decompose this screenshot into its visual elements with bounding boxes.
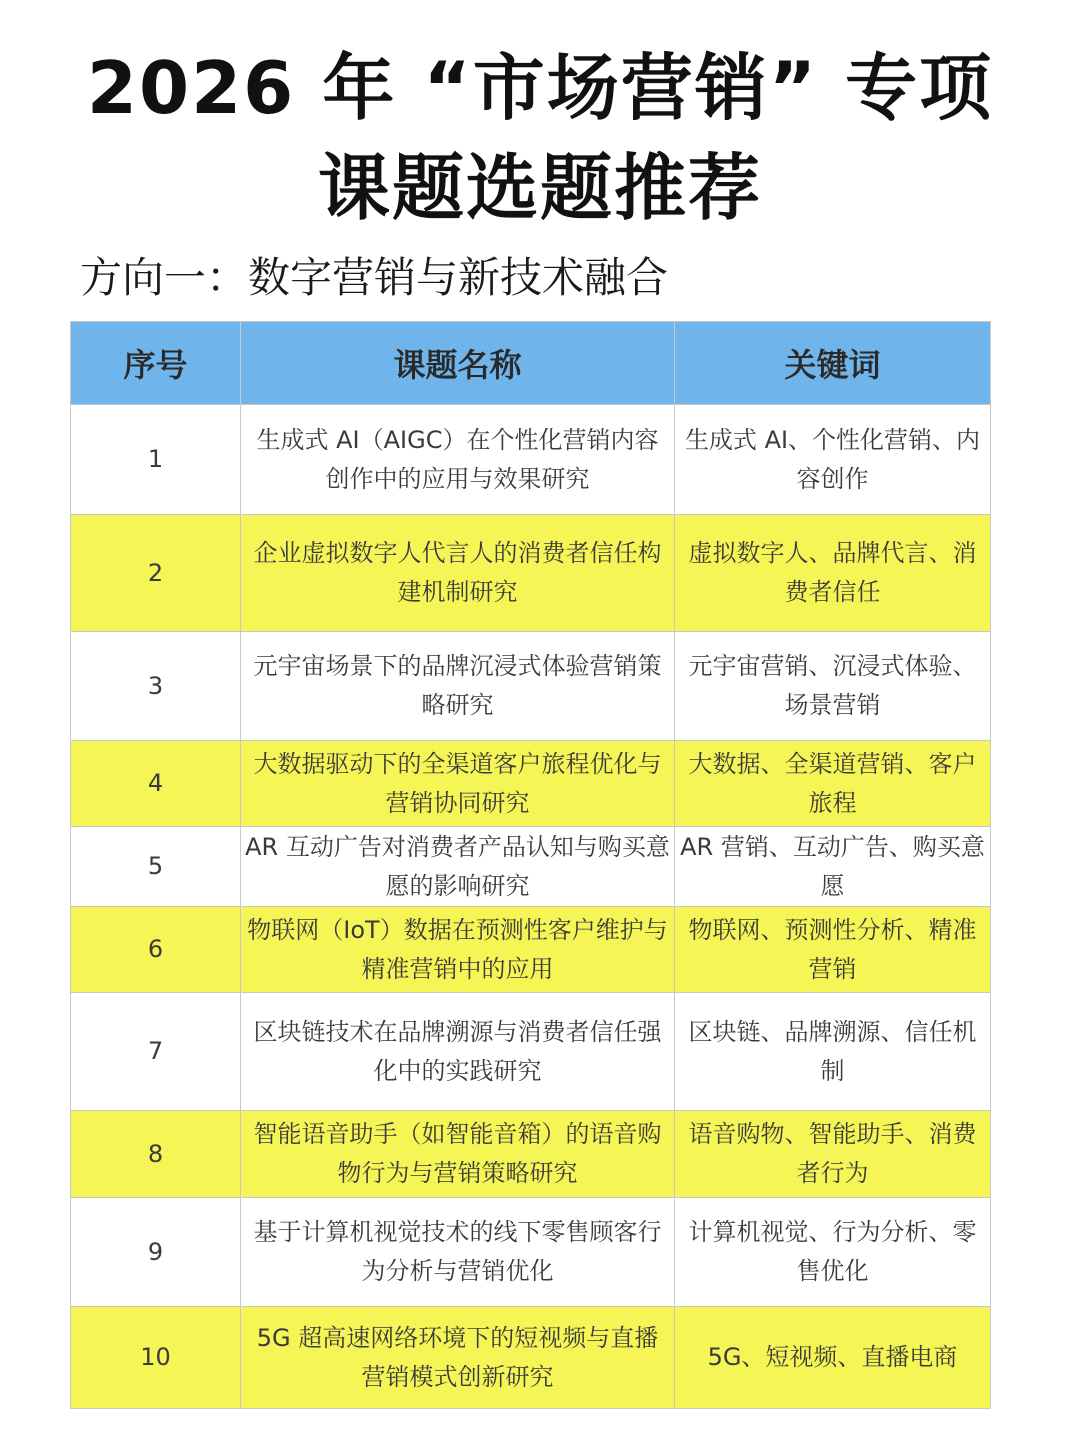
row-keywords: 5G、短视频、直播电商 (675, 1307, 991, 1409)
row-keywords: 虚拟数字人、品牌代言、消费者信任 (675, 515, 991, 632)
table-row (71, 1111, 991, 1198)
row-topic-title: 大数据驱动下的全渠道客户旅程优化与营销协同研究 (241, 741, 675, 827)
row-index: 1 (71, 405, 241, 515)
row-index: 2 (71, 515, 241, 632)
page-title-line-2: 课题选题推荐 (317, 146, 762, 230)
page-title-line-1: 2026 年 “市场营销” 专项 (86, 46, 994, 130)
row-topic-title: 5G 超高速网络环境下的短视频与直播营销模式创新研究 (241, 1307, 675, 1409)
row-keywords: 大数据、全渠道营销、客户旅程 (675, 741, 991, 827)
row-topic-title: 生成式 AI（AIGC）在个性化营销内容创作中的应用与效果研究 (241, 405, 675, 515)
row-index: 5 (71, 827, 241, 907)
row-index: 3 (71, 632, 241, 741)
row-topic-title: 区块链技术在品牌溯源与消费者信任强化中的实践研究 (241, 993, 675, 1111)
table-header-row (71, 322, 991, 405)
table-row (71, 827, 991, 907)
row-keywords: AR 营销、互动广告、购买意愿 (675, 827, 991, 907)
row-topic-title: AR 互动广告对消费者产品认知与购买意愿的影响研究 (241, 827, 675, 907)
header-topic-title: 课题名称 (241, 322, 675, 405)
row-index: 7 (71, 993, 241, 1111)
table-row (71, 993, 991, 1111)
table-row (71, 1307, 991, 1409)
row-keywords: 生成式 AI、个性化营销、内容创作 (675, 405, 991, 515)
row-topic-title: 智能语音助手（如智能音箱）的语音购物行为与营销策略研究 (241, 1111, 675, 1198)
row-keywords: 区块链、品牌溯源、信任机制 (675, 993, 991, 1111)
row-topic-title: 基于计算机视觉技术的线下零售顾客行为分析与营销优化 (241, 1198, 675, 1307)
table-row (71, 515, 991, 632)
row-keywords: 元宇宙营销、沉浸式体验、场景营销 (675, 632, 991, 741)
row-index: 6 (71, 907, 241, 993)
row-index: 8 (71, 1111, 241, 1198)
header-keywords: 关键词 (675, 322, 991, 405)
header-index: 序号 (71, 322, 241, 405)
row-index: 10 (71, 1307, 241, 1409)
row-keywords: 物联网、预测性分析、精准营销 (675, 907, 991, 993)
section-heading: 方向一：数字营销与新技术融合 (80, 253, 669, 302)
row-keywords: 语音购物、智能助手、消费者行为 (675, 1111, 991, 1198)
row-topic-title: 物联网（IoT）数据在预测性客户维护与精准营销中的应用 (241, 907, 675, 993)
table-row (71, 405, 991, 515)
topics-table (70, 321, 991, 1409)
row-topic-title: 企业虚拟数字人代言人的消费者信任构建机制研究 (241, 515, 675, 632)
row-topic-title: 元宇宙场景下的品牌沉浸式体验营销策略研究 (241, 632, 675, 741)
row-keywords: 计算机视觉、行为分析、零售优化 (675, 1198, 991, 1307)
row-index: 9 (71, 1198, 241, 1307)
table-row (71, 632, 991, 741)
table-row (71, 1198, 991, 1307)
row-index: 4 (71, 741, 241, 827)
table-row (71, 907, 991, 993)
table-row (71, 741, 991, 827)
